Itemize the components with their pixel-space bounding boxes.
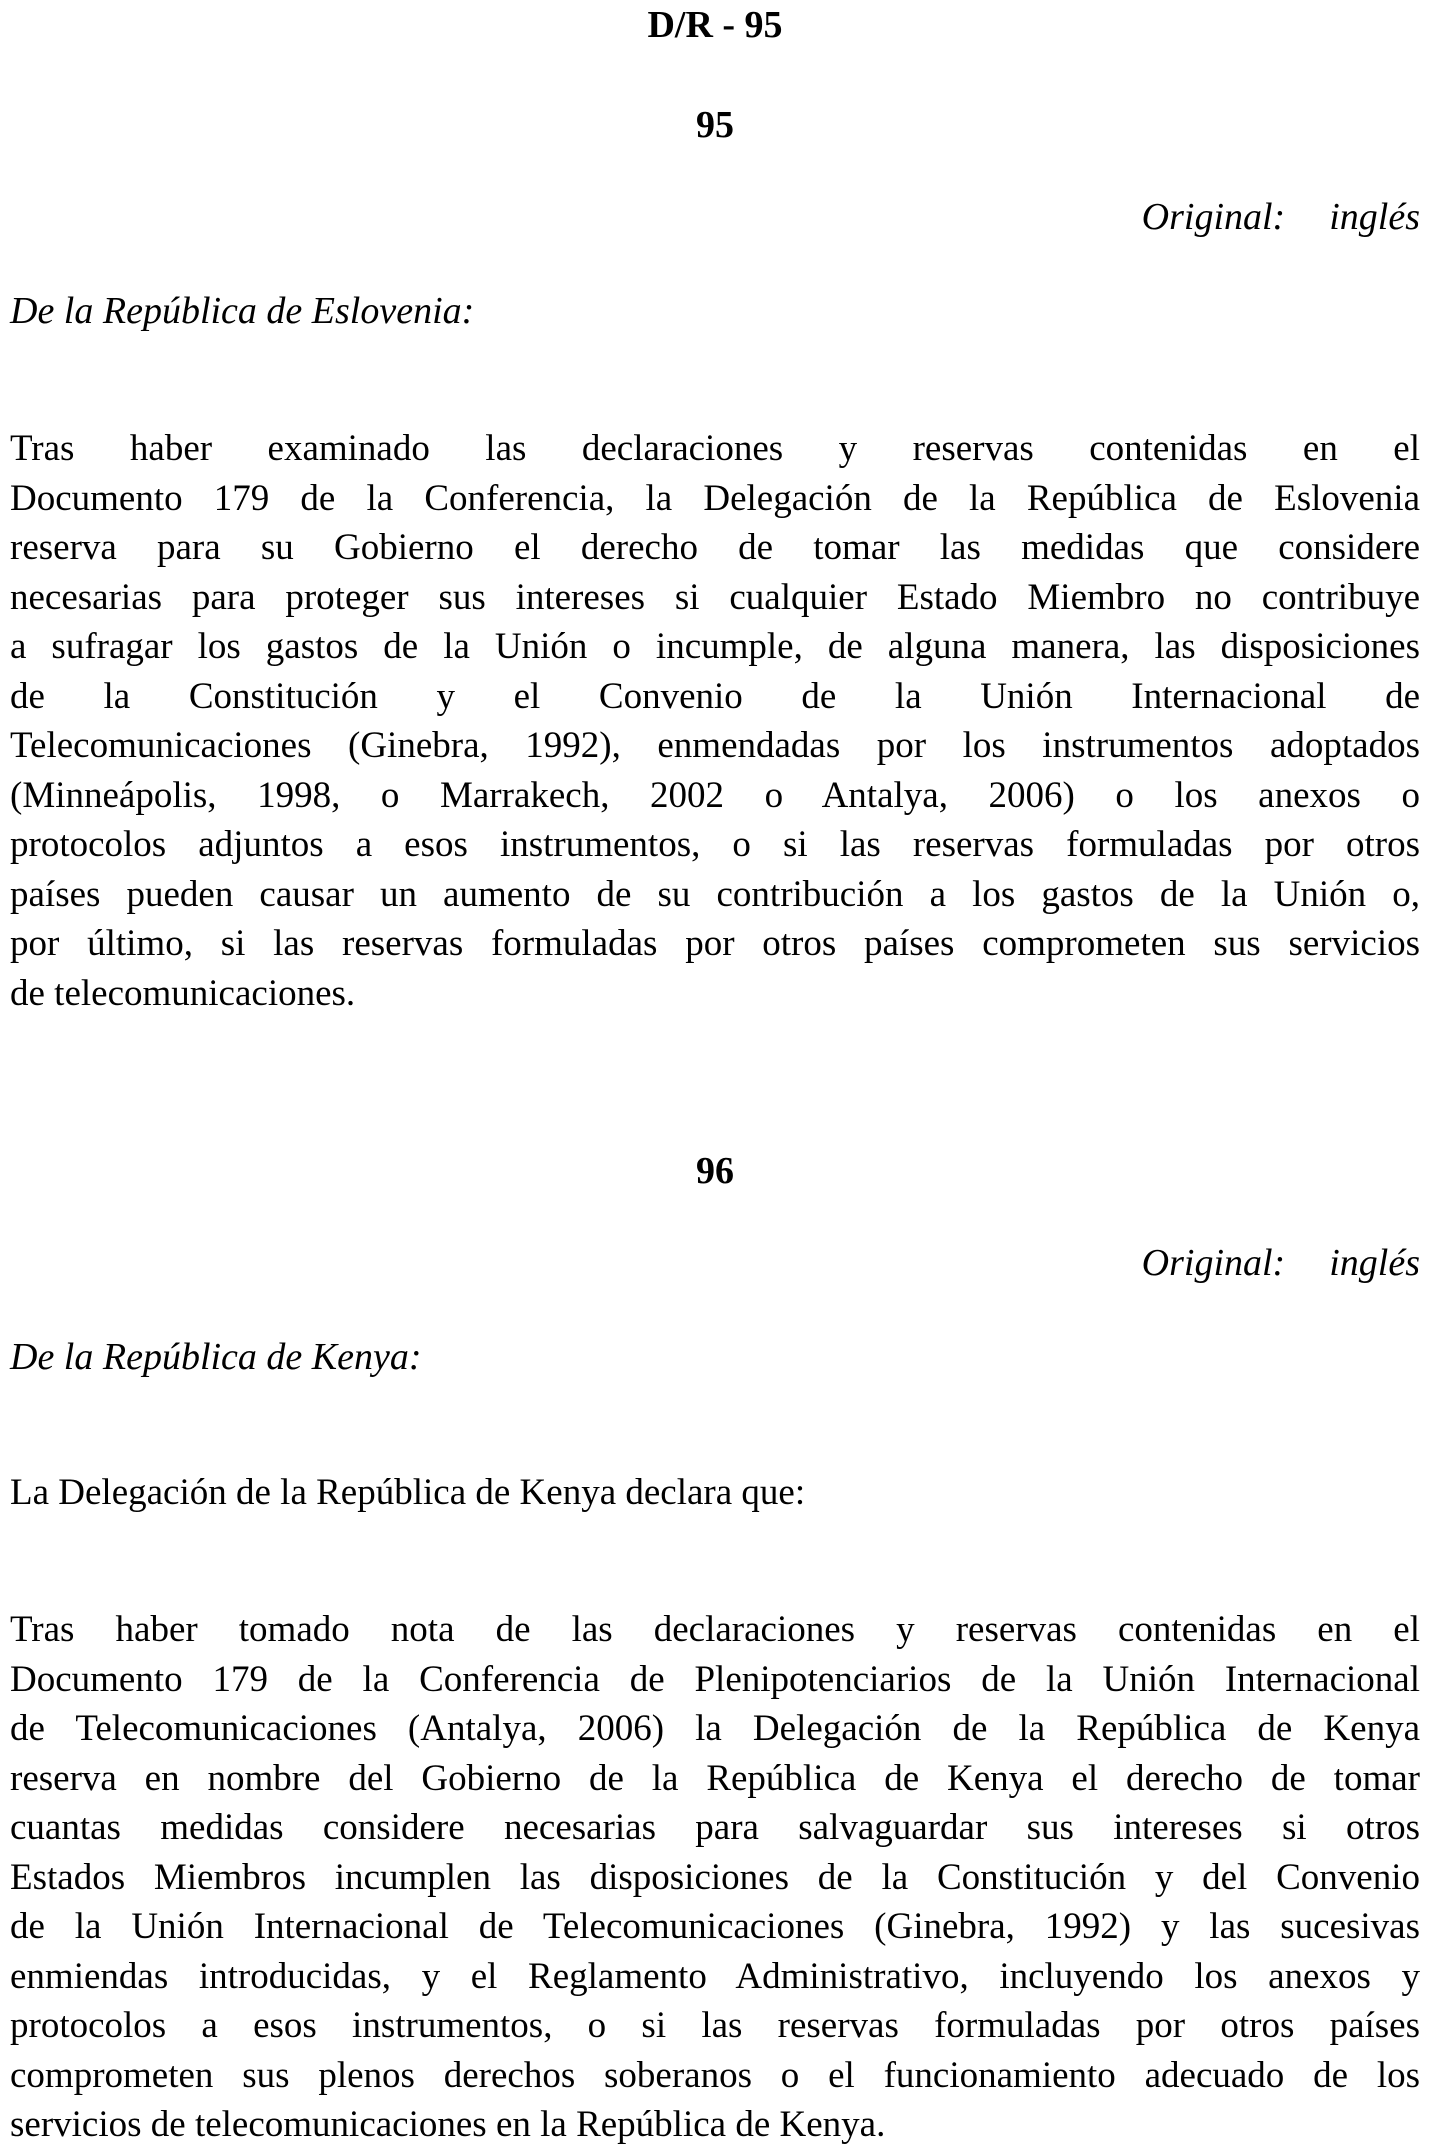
paragraph-line: necesarias para proteger sus intereses si cualquier Estado Miembro no contribuye — [10, 576, 1420, 618]
section-origin: De la República de Kenya: — [10, 1336, 422, 1378]
paragraph-line: Tras haber tomado nota de las declaraciones y reservas contenidas en el — [10, 1609, 1420, 1650]
paragraph-line: Tras haber examinado las declaraciones y reservas contenidas en el — [10, 428, 1420, 469]
section-intro: La Delegación de la República de Kenya declara que: — [10, 1472, 806, 1513]
paragraph-line: países pueden causar un aumento de su contribución a los gastos de la Unión o, — [10, 873, 1420, 915]
paragraph-line: por último, si las reservas formuladas por otros países comprometen sus servicios — [10, 923, 1420, 964]
paragraph-line: servicios de telecomunicaciones en la República de Kenya. — [10, 2104, 886, 2145]
original-label: Original: — [1141, 196, 1286, 238]
paragraph-line: Documento 179 de la Conferencia, la Delegación de la República de Eslovenia — [10, 477, 1420, 519]
paragraph-line: comprometen sus plenos derechos soberanos o el funcionamiento adecuado de los — [10, 2054, 1420, 2096]
original-label: Original: — [1141, 1242, 1286, 1284]
paragraph-line: (Minneápolis, 1998, o Marrakech, 2002 o Antalya, 2006) o los anexos o — [10, 774, 1420, 816]
original-language-note — [1142, 1238, 1420, 1288]
paragraph-line: enmiendas introducidas, y el Reglamento Administrativo, incluyendo los anexos y — [10, 1955, 1420, 1997]
section-number: 95 — [696, 104, 734, 146]
paragraph-line: de Telecomunicaciones (Antalya, 2006) la Delegación de la República de Kenya — [10, 1708, 1420, 1749]
paragraph-line: de la Unión Internacional de Telecomunicaciones (Ginebra, 1992) y las sucesivas — [10, 1906, 1420, 1947]
paragraph-line: reserva en nombre del Gobierno de la República de Kenya el derecho de tomar — [10, 1757, 1420, 1799]
paragraph-line: Documento 179 de la Conferencia de Plenipotenciarios de la Unión Internacional — [10, 1658, 1420, 1700]
paragraph-line: de la Constitución y el Convenio de la Unión Internacional de — [10, 675, 1420, 717]
paragraph-line: de telecomunicaciones. — [10, 972, 356, 1014]
paragraph-line: Estados Miembros incumplen las disposiciones de la Constitución y del Convenio — [10, 1856, 1420, 1898]
paragraph-line: cuantas medidas considere necesarias para salvaguardar sus intereses si otros — [10, 1807, 1420, 1848]
document-reference: D/R - 95 — [647, 4, 783, 46]
section-origin: De la República de Eslovenia: — [10, 290, 475, 332]
section-number: 96 — [696, 1150, 734, 1192]
paragraph-line: a sufragar los gastos de la Unión o incumple, de alguna manera, las disposiciones — [10, 626, 1420, 667]
original-language-note — [1142, 192, 1420, 242]
section-paragraph — [10, 1605, 1420, 2150]
original-language: inglés — [1329, 1242, 1420, 1284]
paragraph-line: Telecomunicaciones (Ginebra, 1992), enmendadas por los instrumentos adoptados — [10, 725, 1420, 766]
paragraph-line: protocolos adjuntos a esos instrumentos, o si las reservas formuladas por otros — [10, 824, 1420, 865]
paragraph-line: reserva para su Gobierno el derecho de tomar las medidas que considere — [10, 527, 1420, 568]
section-paragraph — [10, 424, 1420, 1018]
paragraph-line: protocolos a esos instrumentos, o si las reservas formuladas por otros países — [10, 2005, 1420, 2046]
original-language: inglés — [1329, 196, 1420, 238]
